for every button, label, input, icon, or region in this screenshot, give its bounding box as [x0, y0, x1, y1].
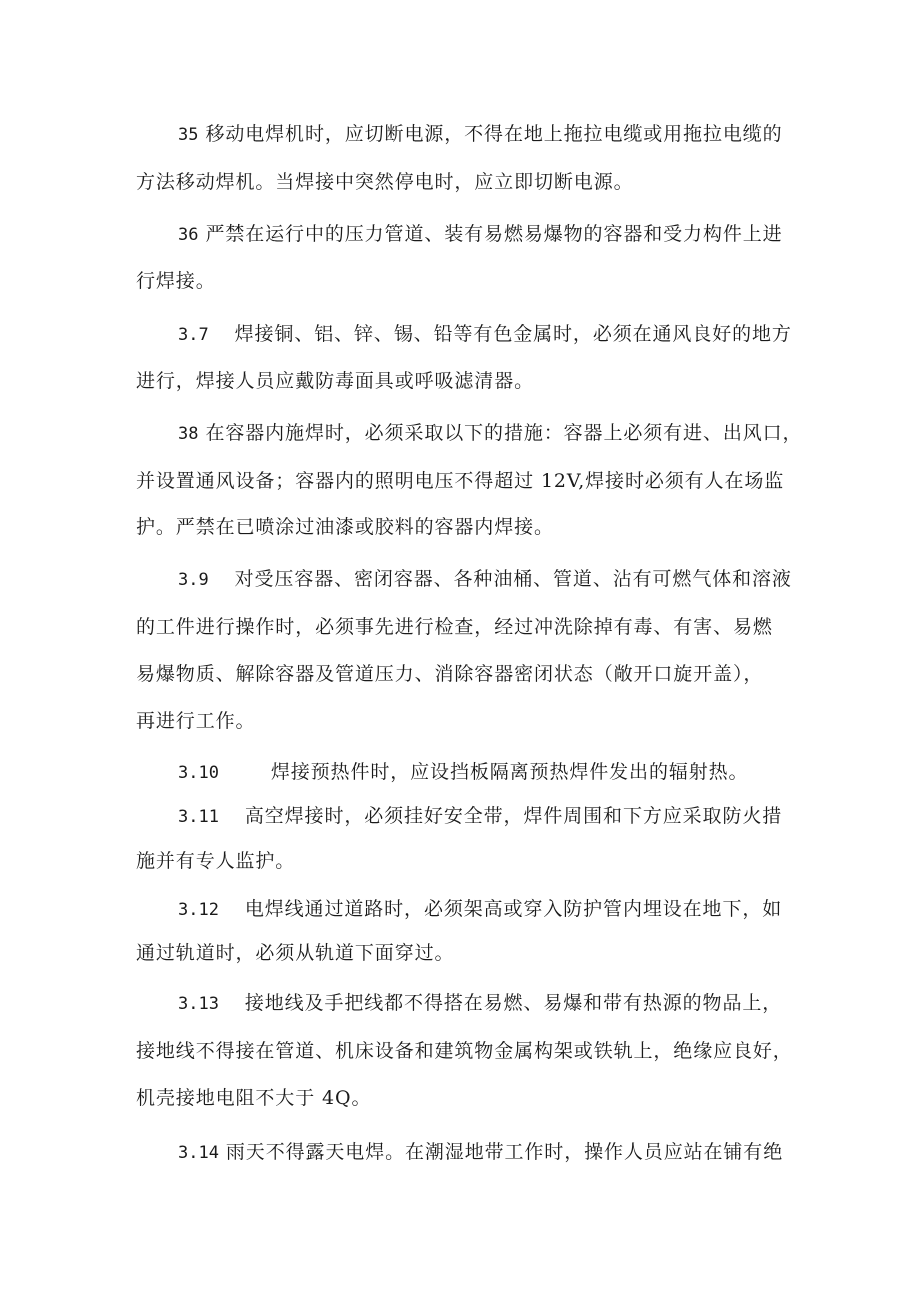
clause-text: 对受压容器、密闭容器、各种油桶、管道、沾有可燃气体和溶液 [234, 568, 792, 590]
paragraph-3-9-line-1 [178, 566, 838, 593]
paragraph-3-12-line-1 [178, 896, 838, 923]
paragraph-35-line-1 [178, 121, 838, 148]
clause-text: 焊接铜、铝、锌、锡、铅等有色金属时，必须在通风良好的地方 [234, 323, 792, 345]
clause-text: 电焊线通过道路时，必须架高或穿入防护管内埋设在地下，如 [244, 898, 783, 920]
paragraph-36-line-1 [178, 221, 838, 248]
paragraph-3-9-line-3: 易爆物质、解除容器及管道压力、消除容器密闭状态（敞开口旋开盖）， [136, 663, 764, 685]
clause-number: 3.14 [178, 1143, 219, 1163]
clause-number: 3.13 [178, 994, 219, 1014]
clause-number: 3.12 [178, 900, 219, 920]
clause-number: 36 [178, 225, 199, 245]
paragraph-3-11-line-1 [178, 803, 838, 830]
clause-text: 在容器内施焊时，必须采取以下的措施：容器上必须有进、出风口， [205, 422, 803, 444]
clause-text: 高空焊接时，必须挂好安全带，焊件周围和下方应采取防火措 [244, 805, 783, 827]
clause-number: 3.11 [178, 807, 219, 827]
clause-number: 3.7 [178, 325, 209, 345]
paragraph-3-13-line-2: 接地线不得接在管道、机床设备和建筑物金属构架或铁轨上，绝缘应良好， [136, 1040, 793, 1062]
paragraph-3-14-line-1 [178, 1139, 838, 1166]
clause-text: 雨天不得露天电焊。在潮湿地带工作时，操作人员应站在铺有绝 [225, 1141, 784, 1163]
paragraph-3-9-line-2: 的工件进行操作时，必须事先进行检查，经过冲洗除掉有毒、有害、易燃 [136, 616, 773, 638]
clause-text: 接地线及手把线都不得搭在易燃、易爆和带有热源的物品上， [244, 992, 783, 1014]
clause-number: 38 [178, 424, 199, 444]
clause-number: 35 [178, 125, 199, 145]
paragraph-38-line-1 [178, 420, 838, 447]
paragraph-35-line-2: 方法移动焊机。当焊接中突然停电时，应立即切断电源。 [136, 171, 634, 193]
clause-number: 3.10 [178, 763, 219, 783]
paragraph-3-7-line-2: 进行，焊接人员应戴防毒面具或呼吸滤清器。 [136, 370, 535, 392]
paragraph-3-13-line-1 [178, 990, 838, 1017]
clause-text: 移动电焊机时，应切断电源，不得在地上拖拉电缆或用拖拉电缆的 [205, 123, 783, 145]
paragraph-3-12-line-2: 通过轨道时，必须从轨道下面穿过。 [136, 942, 455, 964]
paragraph-38-line-2: 并设置通风设备；容器内的照明电压不得超过 12V,焊接时必须有人在场监 [136, 470, 785, 492]
paragraph-38-line-3: 护。严禁在已喷涂过油漆或胶料的容器内焊接。 [136, 516, 554, 538]
paragraph-3-11-line-2: 施并有专人监护。 [136, 850, 296, 872]
paragraph-3-7-line-1 [178, 321, 838, 348]
paragraph-36-line-2: 行焊接。 [136, 270, 216, 292]
paragraph-3-13-line-3: 机壳接地电阻不大于 4Q。 [136, 1087, 372, 1109]
clause-text: 焊接预热件时，应设挡板隔离预热焊件发出的辐射热。 [270, 761, 749, 783]
paragraph-3-9-line-4: 再进行工作。 [136, 710, 256, 732]
paragraph-3-10-line-1 [178, 759, 838, 786]
clause-number: 3.9 [178, 570, 209, 590]
clause-text: 严禁在运行中的压力管道、装有易燃易爆物的容器和受力构件上进 [205, 223, 783, 245]
